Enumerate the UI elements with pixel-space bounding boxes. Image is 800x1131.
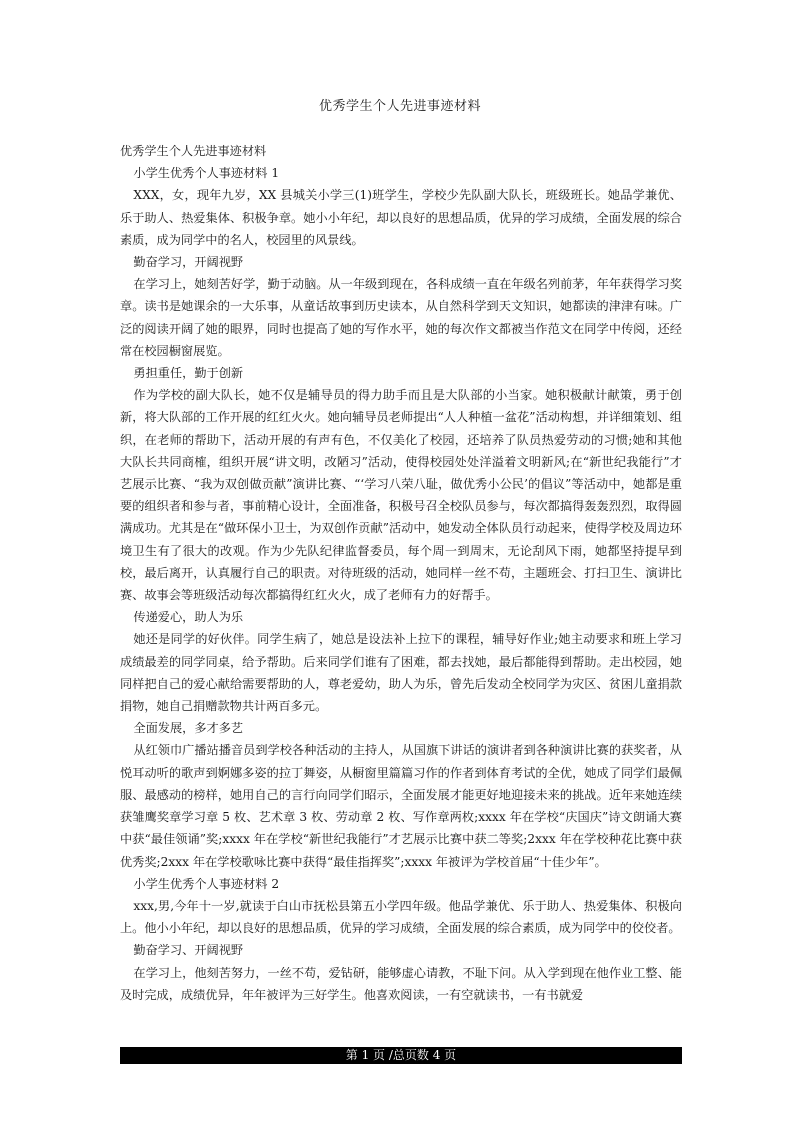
- body-paragraph: 她还是同学的好伙伴。同学生病了，她总是设法补上拉下的课程，辅导好作业;她主动要求和班上学习成绩最差的同学同桌，给予帮助。后来同学们谁有了困难，都去找她，最后都能得到帮助。走出校园，她同样把自己的爱心献给需要帮助的人，尊老爱幼，助人为乐，曾先后发动全校同学为灾区、贫困儿童捐款捐物，她自己捐赠款物共计两百多元。: [120, 632, 682, 714]
- section-heading: 小学生优秀个人事迹材料 1: [133, 166, 280, 181]
- section-heading: 传递爱心，助人为乐: [133, 610, 244, 625]
- section-heading: 全面发展，多才多艺: [133, 721, 244, 736]
- body-paragraph: 在学习上，他刻苦努力，一丝不苟，爱钻研，能够虚心请教，不耻下问。从入学到现在他作业工整、能及时完成，成绩优异，年年被评为三好学生。他喜欢阅读，一有空就读书，一有书就爱: [120, 965, 682, 1002]
- intro-heading: 优秀学生个人先进事迹材料: [120, 144, 267, 158]
- body-paragraph: 从红领巾广播站播音员到学校各种活动的主持人，从国旗下讲话的演讲者到各种演讲比赛的获奖者，从悦耳动听的歌声到婀娜多姿的拉丁舞姿，从橱窗里篇篇习作的作者到体育考试的全优，她成了同学们最佩服、最感动的榜样，她用自己的言行向同学们昭示，全面发展才能更好地迎接未来的挑战。近年来她连续获雏鹰奖章学习章 5 枚、艺术章 3 枚、劳动章 2 枚、写作章两枚;xxxx 年在学校“庆国庆”诗文朗诵大赛中获“最佳领诵”奖;xxxx 年在学校“新世纪我能行”才艺展示比赛中获二等奖;2xxx 年在学校种花比赛中获优秀奖;2xxx 年在学校歌咏比赛中获得“最佳指挥奖”;xxxx 年被评为学校首届“十佳少年”。: [120, 743, 682, 869]
- section-heading: 勇担重任，勤于创新: [133, 366, 244, 381]
- section-heading: 小学生优秀个人事迹材料 2: [133, 876, 280, 891]
- body-paragraph: XXX，女，现年九岁，XX 县城关小学三(1)班学生，学校少先队副大队长，班级班长。她品学兼优、乐于助人、热爱集体、积极争章。她小小年纪，却以良好的思想品质，优异的学习成绩，全面发展的综合素质，成为同学中的名人，校园里的风景线。: [120, 188, 682, 247]
- section-heading: 勤奋学习、开阔视野: [133, 943, 244, 958]
- body-paragraph: 在学习上，她刻苦好学，勤于动脑。从一年级到现在，各科成绩一直在年级名列前茅，年年获得学习奖章。读书是她课余的一大乐事，从童话故事到历史读本，从自然科学到天文知识，她都读的津津有味。广泛的阅读开阔了她的眼界，同时也提高了她的写作水平，她的每次作文都被当作范文在同学中传阅，还经常在校园橱窗展览。: [120, 277, 682, 358]
- document-title: 优秀学生个人先进事迹材料: [318, 99, 481, 114]
- body-paragraph: xxx,男,今年十一岁,就读于白山市抚松县第五小学四年级。他品学兼优、乐于助人、热爱集体、积极向上。他小小年纪，却以良好的思想品质，优异的学习成绩，全面发展的综合素质，成为同学中的佼佼者。: [120, 898, 682, 936]
- body-paragraph: 作为学校的副大队长，她不仅是辅导员的得力助手而且是大队部的小当家。她积极献计献策，勇于创新，将大队部的工作开展的红红火火。她向辅导员老师提出“人人种植一盆花”活动构想，并详细策划、组织，在老师的帮助下，活动开展的有声有色，不仅美化了校园，还培养了队员热爱劳动的习惯;她和其他大队长共同商榷，组织开展“讲文明，改陋习”活动，使得校园处处洋溢着文明新风;在“新世纪我能行”才艺展示比赛、“我为双创做贡献”演讲比赛、“‘学习八荣八耻，做优秀小公民’的倡议”等活动中，她都是重要的组织者和参与者，事前精心设计，全面准备，积极号召全校队员参与，每次都搞得轰轰烈烈，取得圆满成功。尤其是在“做环保小卫士，为双创作贡献”活动中，她发动全体队员行动起来，使得学校及周边环境卫生有了很大的改观。作为少先队纪律监督委员，每个周一到周末，无论刮风下雨，她都坚持提早到校，最后离开，认真履行自己的职责。对待班级的活动，她同样一丝不苟，主题班会、打扫卫生、演讲比赛、故事会等班级活动每次都搞得红红火火，成了老师有力的好帮手。: [120, 388, 682, 603]
- document-body: [120, 140, 682, 1006]
- page-footer: 第 1 页 /总页数 4 页: [120, 1047, 682, 1064]
- section-heading: 勤奋学习，开阔视野: [133, 255, 244, 270]
